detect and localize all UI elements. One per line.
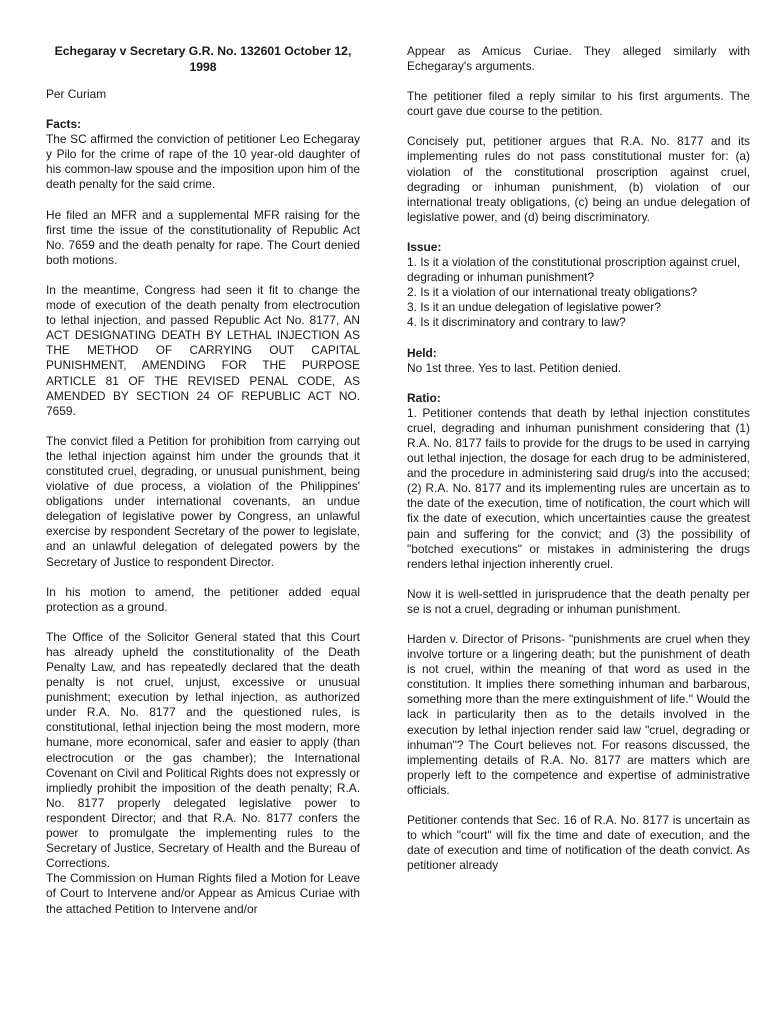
left-column [46,44,360,917]
facts-paragraph: Appear as Amicus Curiae. They alleged similarly with Echegaray's arguments. [407,44,750,74]
facts-paragraph: Concisely put, petitioner argues that R.A. No. 8177 and its implementing rules do not pass constitutional muster for: (a) violation of the constitutional proscription against cruel, degrading or inhuman punishment, (b) violation of our international treaty obligations, (c) being an undue delegation of legislative power, and (d) being discriminatory. [407,134,750,224]
issue-item: 2. Is it a violation of our international treaty obligations? [407,285,698,300]
right-column [407,44,750,873]
held-heading: Held: [407,345,437,360]
facts-paragraph: In his motion to amend, the petitioner added equal protection as a ground. [46,584,360,614]
issue-item: 4. Is it discriminatory and contrary to law? [407,315,626,330]
facts-heading: Facts: [46,117,82,132]
held-text: No 1st three. Yes to last. Petition denied. [407,360,622,375]
ratio-heading: Ratio: [407,390,441,405]
ratio-paragraph: Now it is well-settled in jurisprudence that the death penalty per se is not a cruel, degrading or inhuman punishment. [407,586,750,616]
ratio-paragraph: Petitioner contends that Sec. 16 of R.A. No. 8177 is uncertain as to which "court" will fix the time and date of execution, and the date of execution and time of notification of the death convict. As petitioner already [407,813,750,873]
ratio-paragraph: Harden v. Director of Prisons- "punishments are cruel when they involve torture or a lingering death; but the punishment of death is not cruel, within the meaning of that word as used in the constitution. It implies there something inhuman and barbarous, something more than the mere extinguishment of life." Would the lack in particularity then as to the details involved in the execution by lethal injection render said law "cruel, degrading or inhuman"? The Court believes not. For reasons discussed, the implementing details of R.A. No. 8177 are matters which are properly left to the competence and expertise of administrative officials. [407,632,750,797]
facts-paragraph: The Commission on Human Rights filed a Motion for Leave of Court to Intervene and/or Appear as Amicus Curiae with the attached Petition to Intervene and/or [46,871,360,916]
ratio-paragraph: 1. Petitioner contends that death by lethal injection constitutes cruel, degrading and inhuman punishment considering that (1) R.A. No. 8177 fails to provide for the drugs to be used in carrying out lethal injection, the dosage for each drug to be administered, and the procedure in administering said drug/s into the accused; (2) R.A. No. 8177 and its implementing rules are uncertain as to the date of the execution, time of notification, the court which will fix the date of execution, which uncertainties cause the greatest pain and suffering for the convict; and (3) the possibility of "botched executions" or mistakes in administering the drugs renders lethal injection inherently cruel. [407,405,750,571]
facts-paragraph: The Office of the Solicitor General stated that this Court has already upheld the constitutionality of the Death Penalty Law, and has repeatedly declared that the death penalty is not cruel, unjust, excessive or unusual punishment; execution by lethal injection, as authorized under R.A. No. 8177 and the questioned rules, is constitutional, lethal injection being the most modern, more humane, more economical, safer and easier to apply (than electrocution or the gas chamber); the International Covenant on Civil and Political Rights does not expressly or impliedly prohibit the imposition of the death penalty; R.A. No. 8177 properly delegated legislative power to respondent Director; and that R.A. No. 8177 confers the power to promulgate the implementing rules to the Secretary of Justice, Secretary of Health and the Bureau of Corrections. [46,629,360,871]
facts-paragraph: He filed an MFR and a supplemental MFR raising for the first time the issue of the constitutionality of Republic Act No. 7659 and the death penalty for rape. The Court denied both motions. [46,207,360,267]
facts-paragraph: The SC affirmed the conviction of petitioner Leo Echegaray y Pilo for the crime of rape of the 10 year-old daughter of his common-law spouse and the imposition upon him of the death penalty for the said crime. [46,132,360,192]
issue-heading: Issue: [407,239,442,254]
facts-paragraph: The petitioner filed a reply similar to his first arguments. The court gave due course to the petition. [407,89,750,119]
per-curiam: Per Curiam [46,87,107,101]
facts-paragraph: In the meantime, Congress had seen it fit to change the mode of execution of the death penalty from electrocution to lethal injection, and passed Republic Act No. 8177, AN ACT DESIGNATING DEATH BY LETHAL INJECTION AS THE METHOD OF CARRYING OUT CAPITAL PUNISHMENT, AMENDING FOR THE PURPOSE ARTICLE 81 OF THE REVISED PENAL CODE, AS AMENDED BY SECTION 24 OF REPUBLIC ACT NO. 7659. [46,282,360,418]
case-title: Echegaray v Secretary G.R. No. 132601 October 12, 1998 [54,44,352,74]
issue-item: 1. Is it a violation of the constitutional proscription against cruel, degrading or inhuman punishment? [407,255,741,285]
facts-paragraph: The convict filed a Petition for prohibition from carrying out the lethal injection against him under the grounds that it constituted cruel, degrading, or unusual punishment, being violative of due process, a violation of the Philippines' obligations under international covenants, an undue delegation of legislative power by Congress, an unlawful exercise by respondent Secretary of the power to legislate, and an unlawful delegation of delegated powers by the Secretary of Justice to respondent Director. [46,433,360,569]
issue-item: 3. Is it an undue delegation of legislative power? [407,300,661,315]
